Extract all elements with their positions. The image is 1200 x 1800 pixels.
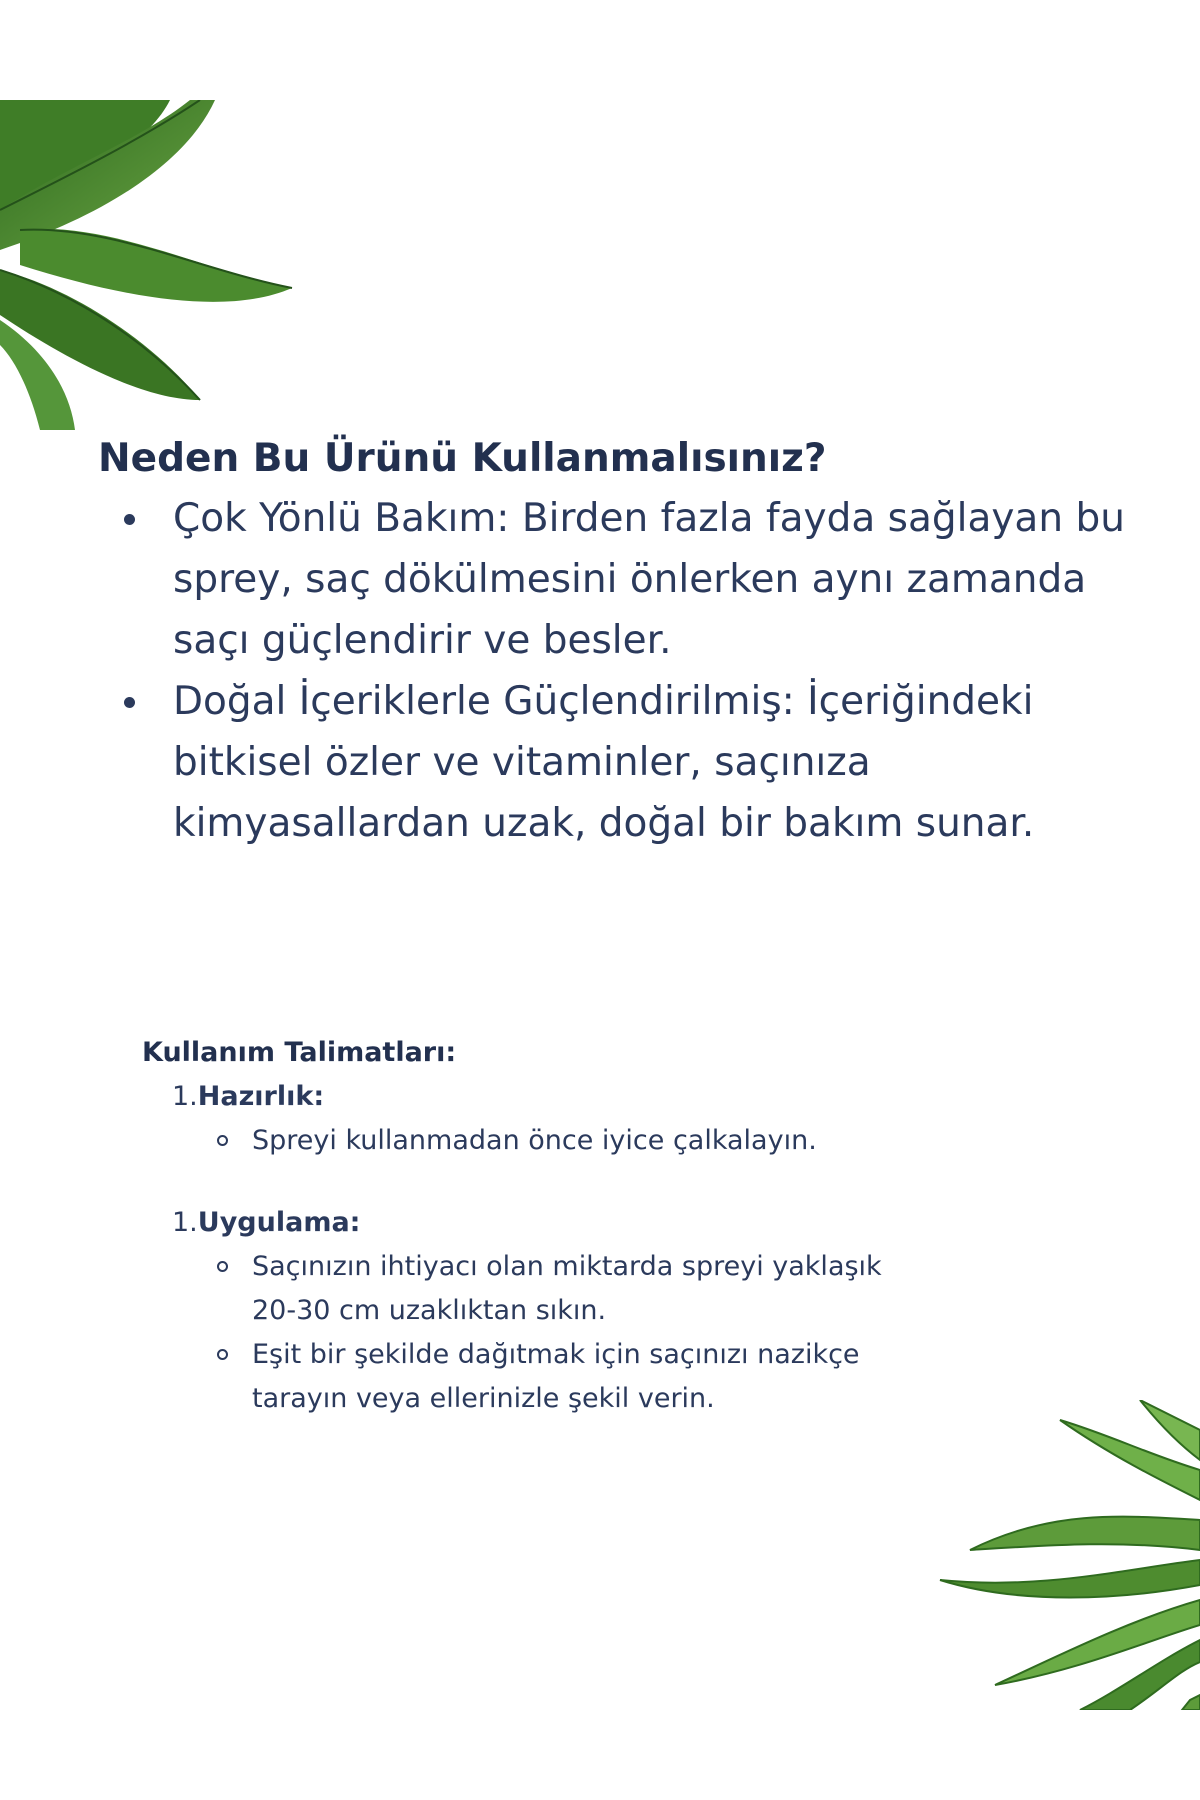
step-application — [142, 1201, 902, 1421]
usage-instructions-section — [142, 1033, 902, 1421]
circle-bullet-icon — [217, 1349, 228, 1360]
step-heading — [142, 1075, 902, 1119]
step-preparation — [142, 1075, 902, 1163]
bullet-icon — [124, 697, 135, 708]
step-number: 1. — [172, 1081, 198, 1112]
step-heading — [142, 1201, 902, 1245]
step-title: Uygulama: — [197, 1207, 361, 1238]
usage-instructions-title: Kullanım Talimatları: — [142, 1037, 457, 1068]
substep-list — [142, 1119, 902, 1163]
list-item — [98, 671, 1158, 854]
substep-text: Eşit bir şekilde dağıtmak için saçınızı nazikçe tarayın veya ellerinizle şekil verin. — [252, 1339, 860, 1414]
substep-list — [142, 1245, 902, 1421]
list-item — [142, 1119, 892, 1163]
bullet-icon — [124, 514, 135, 525]
why-use-title: Neden Bu Ürünü Kullanmalısınız? — [98, 436, 827, 481]
palm-leaf-icon — [0, 100, 300, 430]
benefit-text: Çok Yönlü Bakım: Birden fazla fayda sağlayan bu sprey, saç dökülmesini önlerken aynı zamanda saçı güçlendirir ve besler. — [173, 496, 1125, 663]
step-number: 1. — [172, 1207, 198, 1238]
step-title: Hazırlık: — [197, 1081, 325, 1112]
benefit-text: Doğal İçeriklerle Güçlendirilmiş: İçeriğindeki bitkisel özler ve vitaminler, saçınıza kimyasallardan uzak, doğal bir bakım sunar. — [173, 679, 1035, 846]
circle-bullet-icon — [217, 1261, 228, 1272]
why-use-section — [98, 430, 1158, 854]
palm-leaf-icon — [820, 1400, 1200, 1710]
substep-text: Saçınızın ihtiyacı olan miktarda spreyi yaklaşık 20-30 cm uzaklıktan sıkın. — [252, 1251, 882, 1326]
substep-text: Spreyi kullanmadan önce iyice çalkalayın. — [252, 1125, 817, 1156]
benefit-list — [98, 488, 1158, 854]
circle-bullet-icon — [217, 1135, 228, 1146]
list-item — [98, 488, 1158, 671]
list-item — [142, 1333, 892, 1421]
list-item — [142, 1245, 892, 1333]
